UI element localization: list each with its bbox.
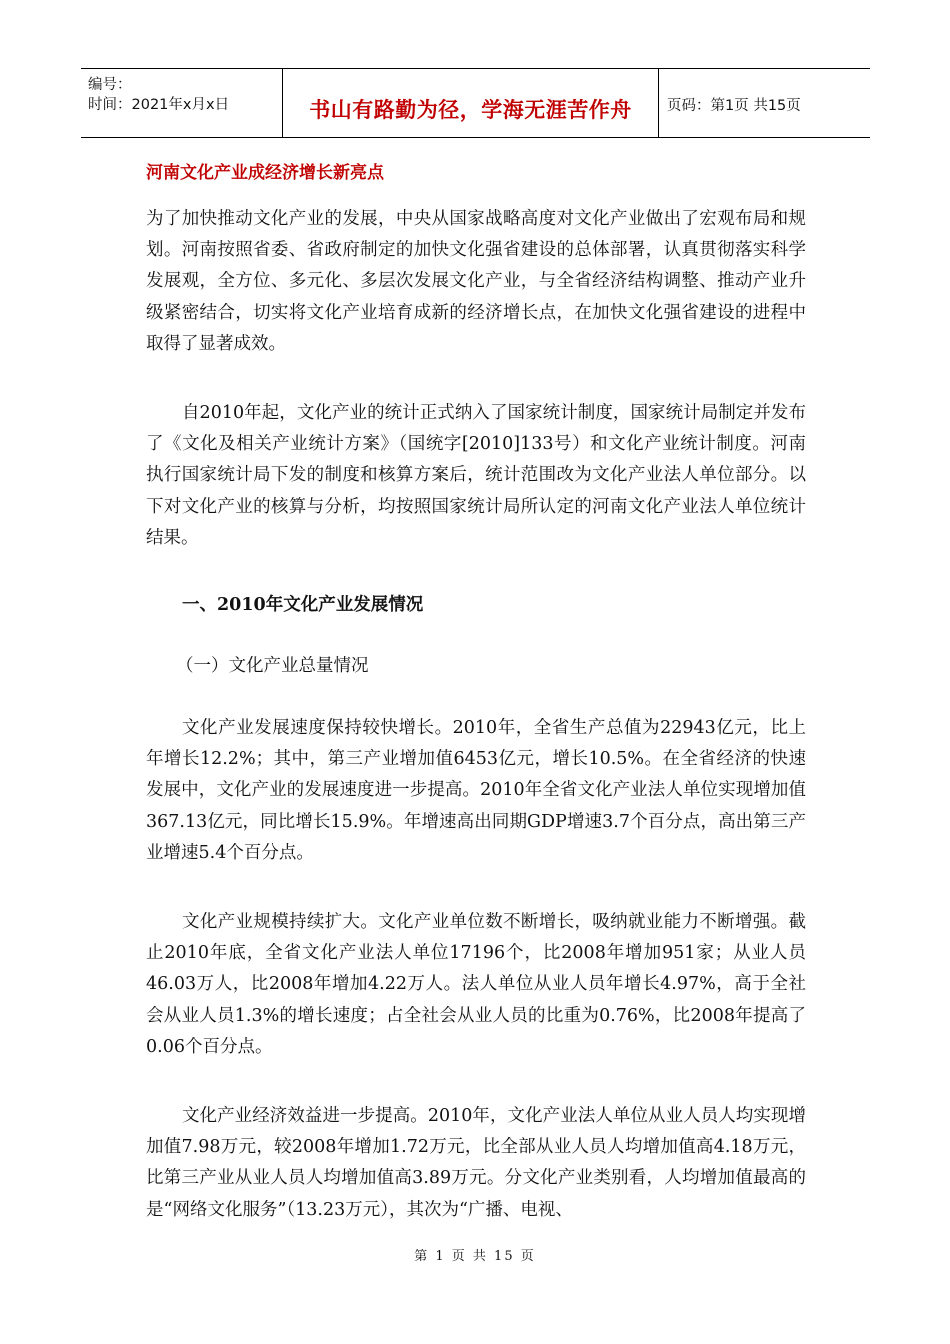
paragraph: 文化产业规模持续扩大。文化产业单位数不断增长，吸纳就业能力不断增强。截止2010年底，全省文化产业法人单位17196个，比2008年增加951家；从业人员46.03万人，比2008年增加4.22万人。法人单位从业人员年增长4.97%，高于全社会从业人员1.3%的增长速度；占全社会从业人员的比重为0.76%，比2008年提高了0.06个百分点。 xyxy=(146,912,806,1057)
subsection-heading: （一）文化产业总量情况 xyxy=(176,656,369,676)
header-motto-cell xyxy=(283,69,659,137)
paragraph: 文化产业发展速度保持较快增长。2010年，全省生产总值为22943亿元，比上年增长12.2%；其中，第三产业增加值6453亿元，增长10.5%。在全省经济的快速发展中，文化产业的发展速度进一步提高。2010年全省文化产业法人单位实现增加值367.13亿元，同比增长15.9%。年增速高出同期GDP增速3.7个百分点，高出第三产业增速5.4个百分点。 xyxy=(146,718,806,863)
paragraph: 自2010年起，文化产业的统计正式纳入了国家统计制度，国家统计局制定并发布了《文化及相关产业统计方案》（国统字[2010]133号）和文化产业统计制度。河南执行国家统计局下发的制度和核算方案后，统计范围改为文化产业法人单位部分。以下对文化产业的核算与分析，均按照国家统计局所认定的河南文化产业法人单位统计结果。 xyxy=(146,403,806,548)
header-motto: 书山有路勤为径，学海无涯苦作舟 xyxy=(309,98,632,122)
paragraph: 为了加快推动文化产业的发展，中央从国家战略高度对文化产业做出了宏观布局和规划。河南按照省委、省政府制定的加快文化强省建设的总体部署，认真贯彻落实科学发展观，全方位、多元化、多层次发展文化产业，与全省经济结构调整、推动产业升级紧密结合，切实将文化产业培育成新的经济增长点，在加快文化强省建设的进程中取得了显著成效。 xyxy=(146,209,806,354)
header-page-cell xyxy=(659,69,870,137)
header-page-info: 页码：第1页 共15页 xyxy=(667,98,801,114)
section-heading: 一、2010年文化产业发展情况 xyxy=(182,595,424,615)
document-header xyxy=(81,68,870,138)
date-label: 时间：2021年x月x日 xyxy=(88,97,230,113)
header-meta-cell xyxy=(81,69,283,137)
page-footer: 第 1 页 共 15 页 xyxy=(414,1249,536,1264)
document-title: 河南文化产业成经济增长新亮点 xyxy=(146,163,384,183)
paragraph: 文化产业经济效益进一步提高。2010年，文化产业法人单位从业人员人均实现增加值7.98万元，较2008年增加1.72万元，比全部从业人员人均增加值高4.18万元，比第三产业从业人员人均增加值高3.89万元。分文化产业类别看，人均增加值最高的是“网络文化服务”（13.23万元），其次为“广播、电视、 xyxy=(146,1106,806,1220)
number-label: 编号： xyxy=(88,77,132,93)
